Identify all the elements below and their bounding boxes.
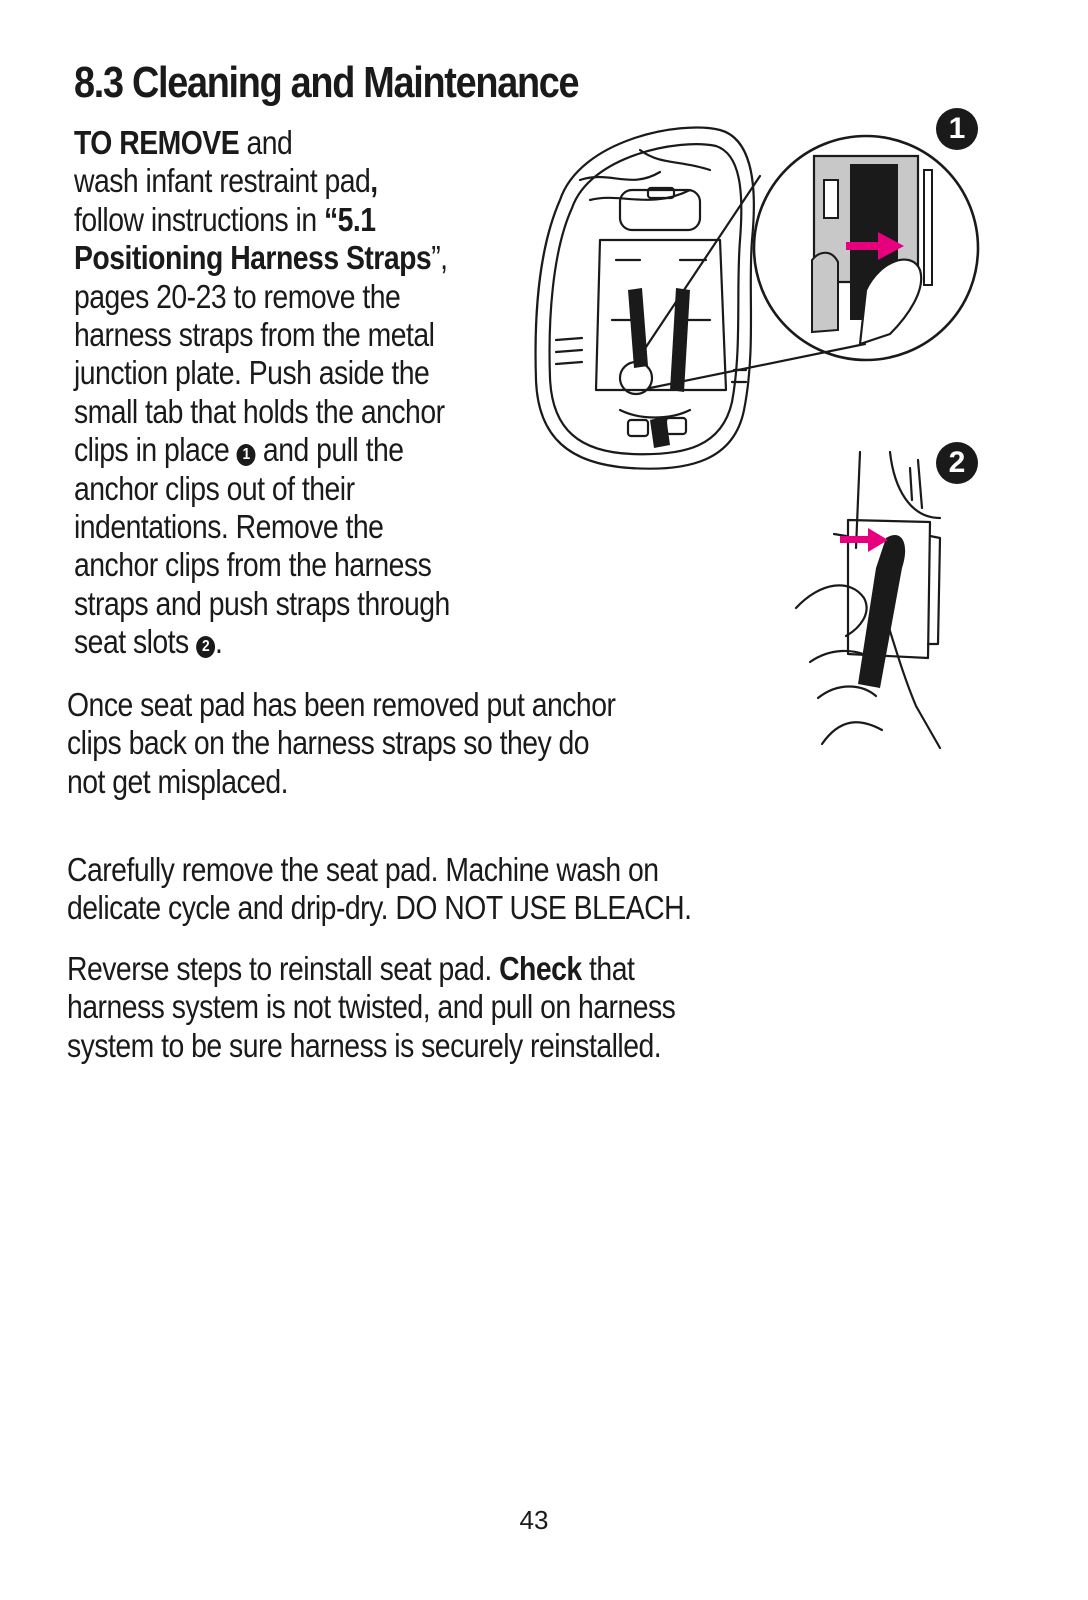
check-label: Check	[499, 950, 582, 987]
step-1-badge: 1	[936, 108, 978, 150]
car-seat-illustration	[520, 120, 990, 490]
instruction-line: wash infant restraint pad,	[74, 162, 378, 200]
anchor-clips-paragraph: Once seat pad has been removed put anchor clips back on the harness straps so they do not get misplaced.	[67, 686, 616, 800]
wash-paragraph: Carefully remove the seat pad. Machine wash on delicate cycle and drip-dry. DO NOT USE BLEACH.	[67, 851, 692, 927]
instruction-line: small tab that holds the anchor	[74, 392, 445, 430]
instruction-line: seat slots 2 .	[74, 623, 223, 661]
instruction-line: straps and push straps through	[74, 584, 450, 622]
instruction-line: TO REMOVE and	[74, 124, 293, 161]
page-number: 43	[519, 1505, 549, 1535]
instruction-line: anchor clips out of their	[74, 469, 355, 507]
reinstall-paragraph: Reverse steps to reinstall seat pad. Check that harness system is not twisted, and pull on harness system to be sure harness is securely reinstalled.	[67, 950, 676, 1064]
section-reference: “5.1	[323, 200, 376, 238]
instruction-line: pages 20-23 to remove the	[74, 277, 401, 315]
instruction-line: indentations. Remove the	[74, 508, 384, 546]
remove-instructions	[74, 124, 450, 662]
section-reference-title: Positioning Harness Straps	[74, 239, 432, 277]
instruction-line: follow instructions in “5.1	[74, 200, 376, 238]
step-2-badge: 2	[936, 442, 978, 484]
instruction-line: Positioning Harness Straps”,	[74, 239, 448, 277]
instruction-line: anchor clips from the harness	[74, 546, 432, 584]
seat-slot-illustration	[790, 448, 970, 753]
step-2-inline-badge: 2	[196, 636, 215, 658]
page-title: 8.3 Cleaning and Maintenance	[74, 58, 579, 107]
instruction-line: clips in place 1 and pull the	[74, 431, 404, 469]
instruction-line: harness straps from the metal	[74, 316, 435, 354]
instruction-line: junction plate. Push aside the	[74, 354, 430, 392]
to-remove-label: TO REMOVE	[74, 124, 240, 161]
step-1-inline-badge: 1	[237, 444, 256, 466]
